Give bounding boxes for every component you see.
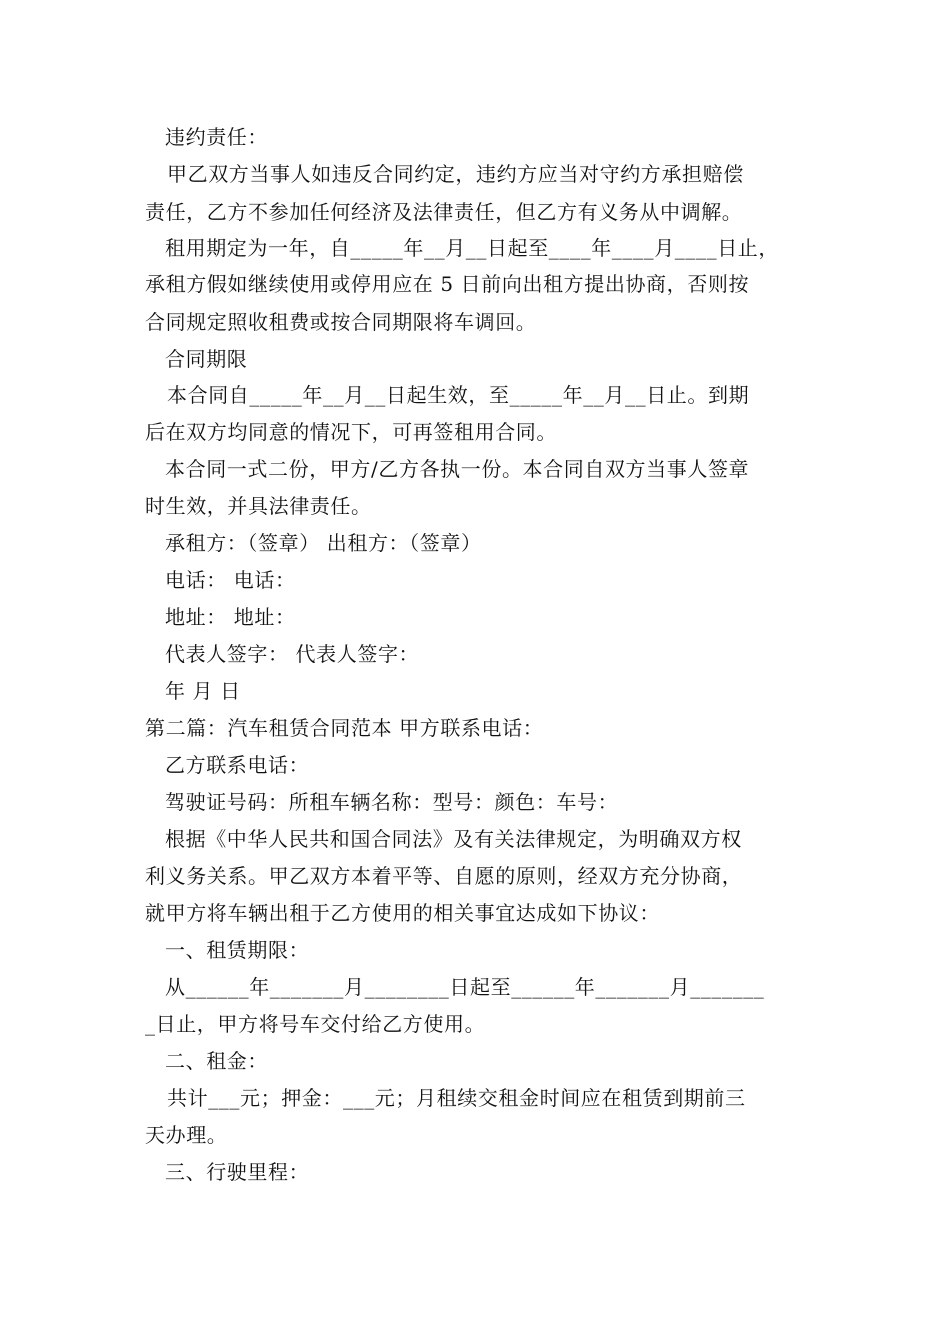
- paragraph-line: 乙方联系电话：: [165, 753, 310, 777]
- phone-line: 电话： 电话：: [165, 568, 296, 592]
- paragraph-line: 合同规定照收租费或按合同期限将车调回。: [145, 310, 537, 334]
- clause-heading-rent: 二、租金：: [165, 1049, 268, 1073]
- paragraph-line: 本合同一式二份，甲方/乙方各执一份。本合同自双方当事人签章: [165, 457, 750, 481]
- paragraph-line: 根据《中华人民共和国合同法》及有关法律规定，为明确双方权: [165, 827, 742, 851]
- paragraph-line: 本合同自_____年__月__日起生效，至_____年__月__日止。到期: [167, 383, 750, 407]
- paragraph-line: 后在双方均同意的情况下，可再签租用合同。: [145, 420, 557, 444]
- clause-heading-liability: 违约责任：: [165, 125, 268, 149]
- paragraph-line: 责任，乙方不参加任何经济及法律责任，但乙方有义务从中调解。: [145, 200, 743, 224]
- date-line: 年 月 日: [165, 679, 241, 703]
- section-title: 第二篇：汽车租赁合同范本 甲方联系电话：: [145, 716, 544, 740]
- paragraph-line: 天办理。: [145, 1123, 228, 1147]
- paragraph-line: 利义务关系。甲乙双方本着平等、自愿的原则，经双方充分协商，: [145, 864, 743, 888]
- clause-heading-mileage: 三、行驶里程：: [165, 1160, 310, 1184]
- paragraph-line: 租用期定为一年，自_____年__月__日起至____年____月____日止，: [165, 236, 779, 260]
- paragraph-line: 从______年_______月________日起至______年_______月_______: [165, 975, 765, 999]
- representative-signature-line: 代表人签字： 代表人签字：: [165, 642, 420, 666]
- paragraph-line: 甲乙双方当事人如违反合同约定，违约方应当对守约方承担赔偿: [167, 162, 744, 186]
- paragraph-line: _日止，甲方将号车交付给乙方使用。: [145, 1012, 486, 1036]
- clause-heading-lease-period: 一、租赁期限：: [165, 938, 310, 962]
- paragraph-line: 就甲方将车辆出租于乙方使用的相关事宜达成如下协议：: [145, 901, 660, 925]
- paragraph-line: 驾驶证号码：所租车辆名称：型号：颜色：车号：: [165, 790, 619, 814]
- paragraph-line: 承租方假如继续使用或停用应在 5 日前向出租方提出协商，否则按: [145, 272, 750, 296]
- signature-line: 承租方：（签章） 出租方：（签章）: [165, 531, 482, 555]
- paragraph-line: 时生效，并具法律责任。: [145, 494, 372, 518]
- clause-heading-term: 合同期限: [165, 347, 248, 371]
- address-line: 地址： 地址：: [165, 605, 296, 629]
- paragraph-line: 共计___元；押金：___元；月租续交租金时间应在租赁到期前三: [167, 1086, 746, 1110]
